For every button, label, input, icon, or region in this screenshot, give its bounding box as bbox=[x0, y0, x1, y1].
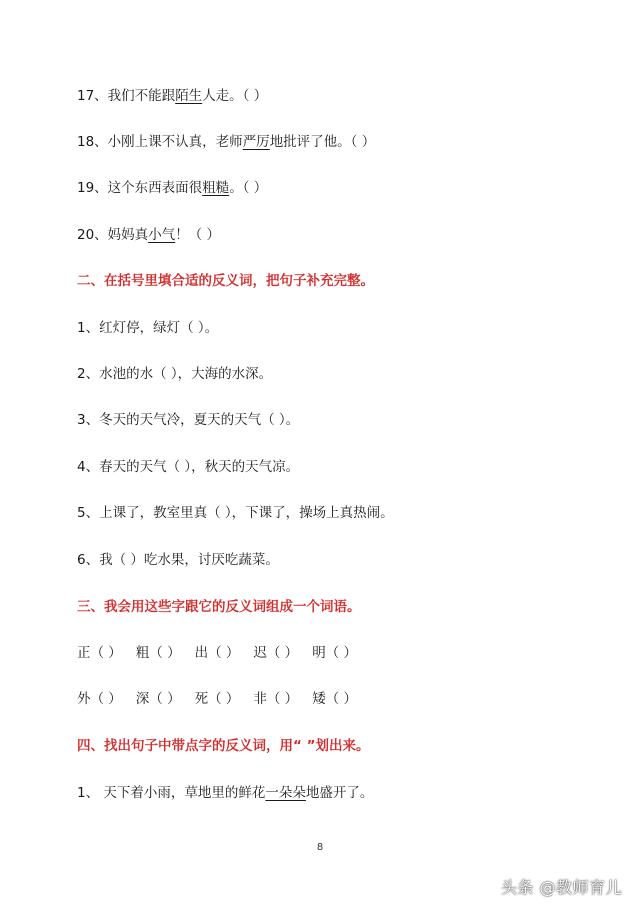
question-20-underlined-word: 小气 bbox=[148, 227, 176, 243]
question-17-answer-blank: 人走。（ ） bbox=[202, 88, 268, 104]
word-pair: 深（ ） bbox=[135, 691, 181, 707]
question-19 bbox=[77, 179, 267, 197]
section-4-item-1-text: 1、 天下着小雨，草地里的鲜花 bbox=[77, 785, 266, 801]
section-4-item-1-tail: 地盛开了。 bbox=[305, 785, 374, 801]
section-2-item-1: 1、红灯停，绿灯（ ）。 bbox=[77, 320, 219, 336]
question-17 bbox=[77, 87, 267, 105]
section-2-heading: 二、在括号里填合适的反义词，把句子补充完整。 bbox=[77, 273, 374, 289]
question-17-underlined-word: 陌生 bbox=[175, 88, 203, 104]
word-pair: 迟（ ） bbox=[253, 645, 299, 661]
word-pair: 非（ ） bbox=[253, 691, 299, 707]
word-pair: 矮（ ） bbox=[312, 691, 357, 707]
word-pair: 死（ ） bbox=[194, 691, 240, 707]
section-2-item-6: 6、我（ ）吃水果，讨厌吃蔬菜。 bbox=[77, 552, 279, 568]
question-18-answer-blank: 地批评了他。（ ） bbox=[269, 134, 376, 150]
question-18 bbox=[77, 133, 375, 151]
section-4-item-1 bbox=[77, 784, 373, 802]
question-20-text: 20、妈妈真 bbox=[77, 227, 149, 243]
question-19-answer-blank: 。（ ） bbox=[229, 180, 268, 196]
question-19-underlined-word: 粗糙 bbox=[202, 180, 230, 196]
section-3-row-2 bbox=[77, 690, 371, 708]
section-3-row-1 bbox=[77, 644, 371, 662]
watermark: 头条 @教师育儿 bbox=[500, 878, 622, 897]
question-19-text: 19、这个东西表面很 bbox=[77, 180, 203, 196]
section-4-item-1-dotted-word: 一朵朵 bbox=[265, 785, 306, 801]
section-2-item-5: 5、上课了，教室里真（ ），下课了，操场上真热闹。 bbox=[77, 505, 394, 521]
word-pair: 粗（ ） bbox=[135, 645, 181, 661]
question-20 bbox=[77, 226, 220, 244]
question-18-underlined-word: 严厉 bbox=[242, 134, 270, 150]
page-number: 8 bbox=[316, 842, 324, 853]
question-20-answer-blank: ！（ ） bbox=[175, 227, 220, 243]
section-2-item-4: 4、春天的天气（ ），秋天的天气凉。 bbox=[77, 459, 300, 475]
question-18-text: 18、小刚上课不认真，老师 bbox=[77, 134, 243, 150]
word-pair: 出（ ） bbox=[194, 645, 240, 661]
section-4-heading: 四、找出句子中带点字的反义词，用“ ”划出来。 bbox=[77, 738, 370, 754]
word-pair: 外（ ） bbox=[77, 691, 122, 707]
word-pair: 正（ ） bbox=[77, 645, 122, 661]
section-2-item-3: 3、冬天的天气冷，夏天的天气（ ）。 bbox=[77, 412, 300, 428]
question-17-text: 17、我们不能跟 bbox=[77, 88, 176, 104]
word-pair: 明（ ） bbox=[312, 645, 357, 661]
section-2-item-2: 2、水池的水（ ），大海的水深。 bbox=[77, 366, 273, 382]
section-3-heading: 三、我会用这些字跟它的反义词组成一个词语。 bbox=[77, 599, 361, 615]
